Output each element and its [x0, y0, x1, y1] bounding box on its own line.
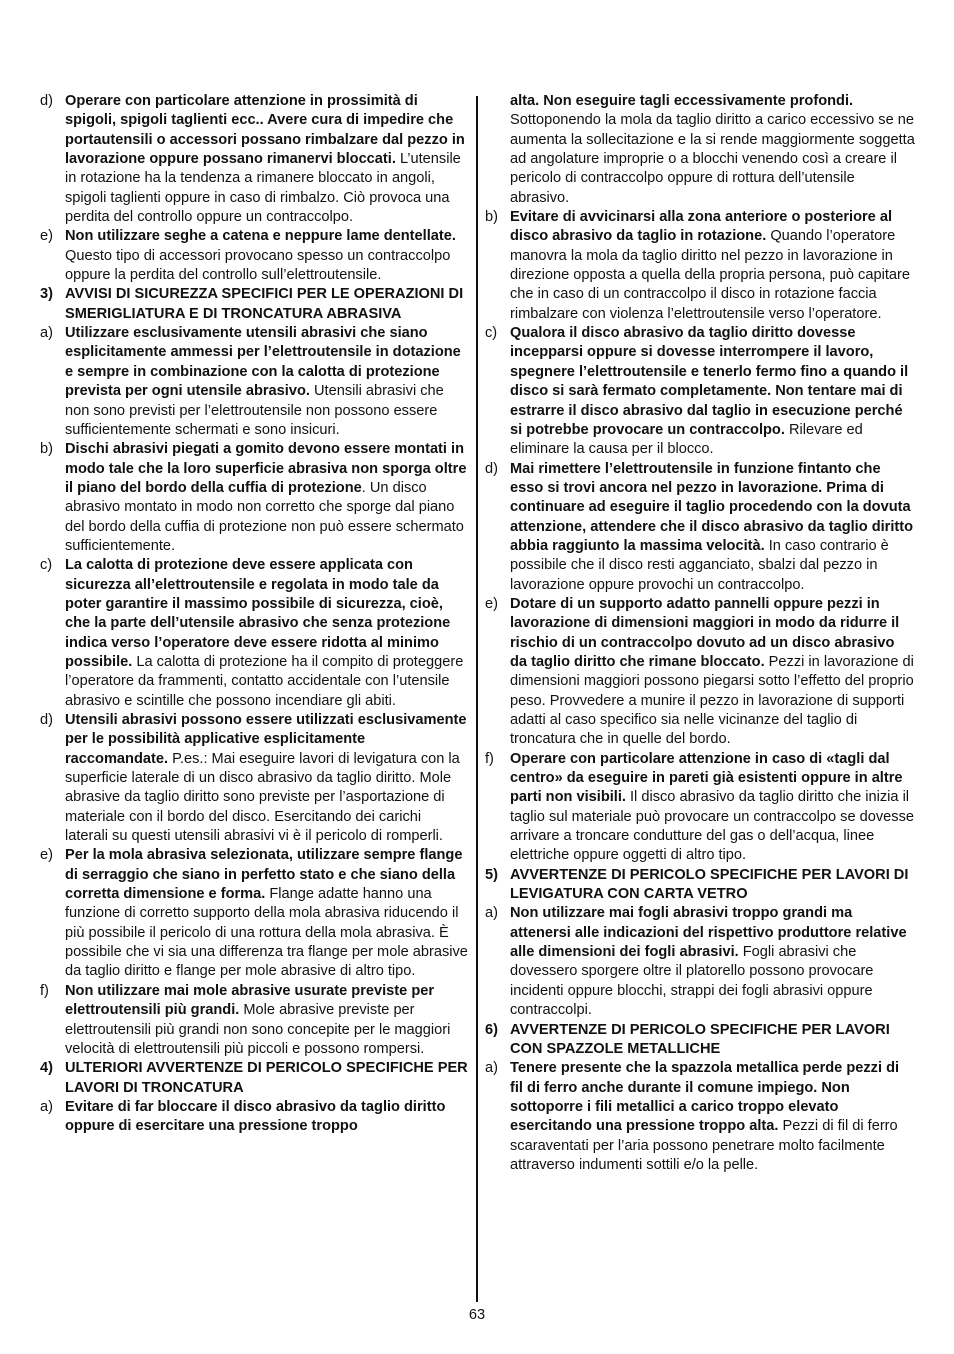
list-item — [40, 711, 468, 846]
item-label: a) — [40, 325, 53, 342]
item-bold-text: Utensili abrasivi possono essere utilizzati esclusivamente per le possibilità applicative esplicitamente raccomandate. — [65, 712, 467, 767]
item-bold-text: Operare con particolare attenzione in caso di «tagli dal centro» da eseguire in pareti già esistenti oppure in altre parti non visibili. — [510, 750, 903, 806]
list-item — [485, 324, 915, 459]
item-label: b) — [40, 441, 53, 458]
item-bold-text: Evitare di avvicinarsi alla zona anteriore o posteriore al disco abrasivo da taglio in rotazione. — [510, 209, 893, 245]
item-label: d) — [40, 93, 53, 109]
item-bold-text: Tenere presente che la spazzola metallica perde pezzi di fil di ferro anche durante il comune impiego. Non sottoporre i fili metallici a carico troppo elevato esercitando una pressione troppo alta. — [510, 1060, 900, 1135]
item-text: Il disco abrasivo da taglio diritto che inizia il taglio sul materiale può provocare un contraccolpo se dovesse arrivare a troncare condutture del gas o dell’acqua, linee elettriche oppure oggetti di altro tipo. — [510, 789, 914, 864]
item-label: 4) — [40, 1060, 53, 1077]
item-label: b) — [485, 209, 498, 226]
section-heading — [485, 866, 915, 905]
item-bold-text: Utilizzare esclusivamente utensili abrasivi che siano esplicitamente ammessi per l’elettroutensile in dotazione e sempre in combinazione con la calotta di protezione prevista per ogni utensile abrasivo. — [65, 325, 461, 400]
list-item — [40, 1098, 468, 1137]
item-bold-text: Dotare di un supporto adatto pannelli oppure pezzi in lavorazione di dimensioni maggiori in modo da ridurre il rischio di un contraccolpo dovuto ad un disco abrasivo da taglio diritto che rimane bloccato. — [510, 595, 900, 670]
item-label: f) — [40, 982, 49, 999]
list-item — [40, 982, 468, 1059]
continuation-bold: alta. Non eseguire tagli eccessivamente profondi. — [510, 93, 854, 109]
list-item — [40, 440, 468, 556]
section-heading — [40, 1059, 468, 1098]
column-divider — [476, 96, 478, 1302]
list-item — [40, 556, 468, 711]
list-item — [485, 208, 915, 324]
item-label: c) — [40, 557, 53, 574]
item-text: Pezzi in lavorazione di dimensioni maggiori possono piegarsi sotto l’effetto del proprio peso. Provvedere a munire il pezzo in lavorazione di supporti adatti al caso specifico sia nelle vicinanze del taglio di troncatura che in quelle del bordo. — [510, 653, 914, 748]
item-bold-text: Mai rimettere l’elettroutensile in funzione fintanto che esso si trovi ancora nel pezzo in lavorazione. Prima di continuare ad eseguire il taglio procedendo con la dovuta attenzione, attendere che il disco abrasivo da taglio diritto abbia raggiunto la massima velocità. — [510, 460, 914, 554]
list-item — [40, 846, 468, 981]
item-bold-text: Non utilizzare mai mole abrasive usurate previste per elettroutensili più grandi. — [65, 982, 435, 1019]
item-bold-text: Evitare di far bloccare il disco abrasivo da taglio diritto oppure di esercitare una pressione troppo — [65, 1098, 446, 1135]
continuation-text: Sottoponendo la mola da taglio diritto a carico eccessivo se ne aumenta la sollecitazione e la si rende maggiormente soggetta ad angolature improprie o a blocchi venendo così a creare il pericolo di contraccolpo oppure di rottura dell’utensile abrasivo. — [510, 112, 915, 206]
list-item — [485, 750, 915, 866]
item-text: P.es.: Mai eseguire lavori di levigatura con la superficie laterale di un disco abrasivo da taglio diritto. Mole abrasive da taglio diritto sono previste per l’asportazione di materiale con il bordo del disco. Esercitando dei carichi laterali su questi utensili abrasivi vi è il pericolo di romperli. — [65, 750, 460, 845]
right-column — [485, 92, 915, 1175]
item-label: d) — [485, 460, 498, 477]
list-item — [485, 460, 915, 595]
section-heading-text: AVVERTENZE DI PERICOLO SPECIFICHE PER LAVORI CON SPAZZOLE METALLICHE — [510, 1021, 890, 1057]
item-text: Mole abrasive previste per elettroutensili più grandi non sono concepite per le maggiori velocità di elettroutensili più piccoli e possono rompersi. — [65, 1002, 451, 1057]
item-label: e) — [40, 847, 53, 864]
list-item — [40, 324, 468, 440]
section-heading-text: ULTERIORI AVVERTENZE DI PERICOLO SPECIFICHE PER LAVORI DI TRONCATURA — [65, 1060, 468, 1096]
item-text: In caso contrario è possibile che il disco resti agganciato, sbalzi dal pezzo in lavorazione oppure provochi un contraccolpo. — [510, 537, 889, 593]
item-text: Fogli abrasivi che dovessero sporgere oltre il platorello possono provocare incidenti oppure blocchi, strappi dei fogli abrasivi oppure contraccolpi. — [510, 944, 874, 1019]
item-label: a) — [485, 1060, 498, 1077]
section-heading-text: AVVISI DI SICUREZZA SPECIFICI PER LE OPERAZIONI DI SMERIGLIATURA E DI TRONCATURA ABRASIVA — [65, 286, 464, 322]
item-text: Utensili abrasivi che non sono previsti per l’elettroutensile non possono essere sufficientemente schermati e sono insicuri. — [65, 383, 444, 438]
list-item — [485, 1059, 915, 1175]
item-text: La calotta di protezione ha il compito di proteggere l’operatore da frammenti, contatto accidentale con l’utensile abrasivo e scintille che possono incendiare gli abiti. — [65, 653, 464, 709]
item-label: a) — [485, 905, 498, 922]
item-text: Questo tipo di accessori provocano spesso un contraccolpo oppure la perdita del controllo sull’elettroutensile. — [65, 247, 451, 284]
item-text: Quando l’operatore manovra la mola da taglio diritto nel pezzo in lavorazione in direzione opposta a quella della propria persona, può capitare che in caso di un contraccolpo il disco in rotazione faccia rimbalzare con violenza l’elettroutensile verso l’operatore. — [510, 228, 910, 322]
section-heading — [485, 1021, 915, 1060]
left-column — [40, 92, 468, 1137]
item-label: e) — [485, 595, 498, 612]
list-item — [485, 595, 915, 750]
item-bold-text: La calotta di protezione deve essere applicata con sicurezza all’elettroutensile e regolata in modo tale da poter garantire il massimo possibile di sicurezza, cioè, che la parte dell’utensile abrasivo che senza protezione indica verso l’operatore deve essere ridotta al minimo possibile. — [65, 557, 451, 670]
item-label: a) — [40, 1098, 53, 1115]
item-label: c) — [485, 325, 498, 342]
item-label: 5) — [485, 866, 498, 883]
item-label: 6) — [485, 1021, 498, 1038]
item-bold-text: Non utilizzare mai fogli abrasivi troppo grandi ma attenersi alle indicazioni del rispettivo produttore relative alle dimensioni dei fogli abrasivi. — [510, 905, 907, 961]
continuation-paragraph — [510, 92, 915, 208]
item-label: f) — [485, 750, 494, 767]
item-bold-text: Non utilizzare seghe a catena e neppure lame dentellate. — [65, 228, 456, 245]
list-item — [40, 227, 468, 285]
item-text: Rilevare ed eliminare la causa per il blocco. — [510, 421, 863, 458]
item-text: L’utensile in rotazione ha la tendenza a rimanere bloccato in angoli, spigoli taglienti oppure in caso di rimbalzo. Ciò provoca una perdita del controllo oppure un contraccolpo. — [65, 151, 461, 226]
item-text: . Un disco abrasivo montato in modo non corretto che sporge dal piano del bordo della cuffia di protezione non può essere schermato sufficientemente. — [65, 479, 464, 554]
item-label: d) — [40, 712, 53, 728]
page-number: 63 — [468, 1307, 486, 1323]
item-bold-text: Per la mola abrasiva selezionata, utilizzare sempre flange di serraggio che siano in perfetto stato e che siano della corretta dimensione e forma. — [65, 847, 463, 903]
list-item — [485, 904, 915, 1020]
section-heading-text: AVVERTENZE DI PERICOLO SPECIFICHE PER LAVORI DI LEVIGATURA CON CARTA VETRO — [510, 866, 909, 903]
item-bold-text: Dischi abrasivi piegati a gomito devono essere montati in modo tale che la loro superficie abrasiva non sporga oltre il piano del bordo della cuffia di protezione — [65, 441, 467, 496]
item-bold-text: Qualora il disco abrasivo da taglio diritto dovesse incepparsi oppure si dovesse interrompere il lavoro, spegnere l’elettroutensile e tenerlo fermo fino a quando il disco si sarà fermato completamente. Non tentare mai di estrarre il disco abrasivo dal taglio in esecuzione perché si potrebbe provocare un contraccolpo. — [510, 325, 909, 438]
list-item — [40, 92, 468, 227]
item-bold-text: Operare con particolare attenzione in prossimità di spigoli, spigoli taglienti ecc.. Avere cura di impedire che portautensili o accessori possano rimbalzare dal pezzo in lavorazione oppure possano rimanervi bloccati. — [65, 93, 465, 168]
item-text: Pezzi di fil di ferro scaraventati per l’aria possono penetrare molto facilmente attraverso indumenti sottili e/o la pelle. — [510, 1118, 898, 1173]
item-label: 3) — [40, 286, 53, 303]
item-label: e) — [40, 228, 53, 245]
item-text: Flange adatte hanno una funzione di corretto supporto della mola abrasiva riducendo il più possibile il pericolo di una rottura della mola abrasiva. È possibile che vi sia una differenza tra flange per mole abrasive da taglio diritto e flange per mole abrasive di altro tipo. — [65, 886, 468, 980]
section-heading — [40, 285, 468, 324]
